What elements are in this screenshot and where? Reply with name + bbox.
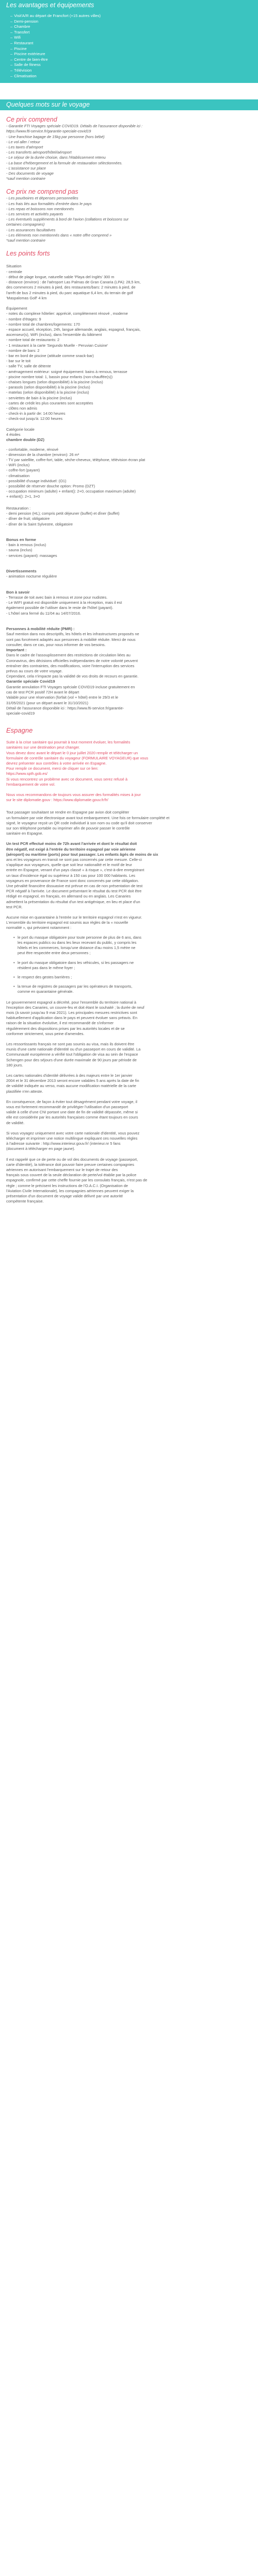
spain-text-line: Une pénalité financière dissuasive est prévue en cas de non présentation de test <box>6 884 143 889</box>
room-line: - possibilité de réserver douche option: Promo (DZT) <box>6 484 95 488</box>
spain-text-line: espagnole, confirmé par cette cheffe fournie par les consulats français, n'est pas de <box>6 1178 148 1183</box>
covid-guarantee-heading: Garantie spéciale Covid19 <box>6 679 55 684</box>
spain-title: Espagne <box>6 726 33 735</box>
price-excludes-line: - Les repas et boissons non mentionnés <box>6 206 74 211</box>
wellness-line: - sauna (inclus) <box>6 548 33 553</box>
equipment-line: - clôtes non admis <box>6 406 37 411</box>
spain-text-line: 2004 et le 31 décembre 2013 seront encore valables 5 ans après la date de fin <box>6 1078 139 1083</box>
equipment-line: - nombre total de chambres/logements: 170 <box>6 321 80 327</box>
spain-text-line: Les cartes nationales d'identité délivrées à des majeurs entre le 1er janvier <box>6 1073 133 1078</box>
spain-text-line: (document à télécharger en page jaune). <box>6 1146 75 1151</box>
spain-alert-line: sanitaires sur une destination peut changer. <box>6 745 80 750</box>
spain-text-line: régulièrement des dispositions prises par les autorités locales et de se <box>6 1026 125 1031</box>
price-includes-line: - L'assistance sur place <box>6 165 46 171</box>
covid-guarantee-line: speciale-covid19 <box>6 710 35 716</box>
spain-rules-list <box>6 935 252 995</box>
wellness-heading: Bonus en forme <box>6 537 36 542</box>
good-to-know-line: également possible de l'utiliser dans le reste de l'hôtel (payant). <box>6 605 114 611</box>
reduced-mobility-line: Sauf mention dans nos descriptifs, les hôtels et les infrastructures proposés ne <box>6 632 139 637</box>
spain-text-line: français sous couvert de la seule déclaration de perte/vol établie par la police <box>6 1173 137 1178</box>
bullet-dot-icon: • <box>13 984 15 989</box>
bullet-dot-icon: • <box>13 935 15 940</box>
wellness-line: - services (payant): massages <box>6 553 57 558</box>
advantage-item: – Demi-pension <box>10 19 252 25</box>
advantage-item: – Transfert <box>10 30 252 36</box>
spain-text-line: rédigé en espagnol, en français, en allemand ou en anglais. Les Canaries <box>6 894 131 899</box>
price-excludes-line: - Les éventuels suppléments à bord de l'avion (collations et boissons sur <box>6 217 129 222</box>
price-includes-line: - Les taxes d'aéroport <box>6 144 43 149</box>
highlights-content <box>0 258 258 716</box>
spain-text-line: conformer strictement, sous peine d'amendes. <box>6 1031 85 1036</box>
equipment-line: - espace accueil, réception, 24h, langue allemande, anglais, espagnol, français, <box>6 327 141 332</box>
spain-text-line: de validité. <box>6 1120 25 1125</box>
price-excludes-line: - Les services et activités payants <box>6 211 63 216</box>
equipment-line: - nombre de bars: 2 <box>6 348 40 353</box>
situation-line: des commerces 2 minutes à pied, des restaurants/bars: 2 minutes à pied, de <box>6 285 136 290</box>
spain-rule-line: hôtels et les commerces, lorsqu'une distance d'au moins 1,5 mètre ne <box>18 945 136 951</box>
reduced-mobility-line: consulter, dans ce cas, pour nous informer de vos besoins. <box>6 642 106 647</box>
advantage-item: – Centre de bien-être <box>10 57 252 63</box>
good-to-know-line: - L'hôtel sera fermé du 11/04 au 14/07/2016. <box>6 611 82 616</box>
price-excludes-line: - Les frais liés aux formalités d'entrée dans le pays <box>6 201 92 206</box>
room-heading: chambre double (DZ) <box>6 437 44 443</box>
spain-text-line: signé, le voyageur reçoit un QR code individuel à son nom ou code qu'il doit conserver <box>6 820 152 825</box>
price-excludes-line: - Les assurances facultatives <box>6 227 56 232</box>
equipment-line: - check-in à partir de: 14:00 heures <box>6 411 66 416</box>
important-line: Dans le cadre de l'assouplissement des restrictions de circulation liées au <box>6 653 131 658</box>
spain-alert-line: https://www.spth.gob.es/ <box>6 771 48 776</box>
category-value: 4 étoiles <box>6 432 21 437</box>
price-excludes-line: - Les pourboires et dépenses personnelles <box>6 196 78 201</box>
good-to-know-line: - Le WIFI gratuit est disponible uniquement à la réception, mais il est <box>6 600 122 605</box>
good-to-know-line: - Terrasse de toit avec bain à remous et zone pour nudistes. <box>6 595 108 600</box>
spain-text-line: PCR négatif à l'arrivée. Le document présentant le résultat du test PCR doit être <box>6 889 142 894</box>
covid-guarantee-line: 31/05/2021 (pour un départ avant le 31/10/2021) <box>6 700 89 705</box>
spain-alert-line: Pour remplir ce document, merci de cliquer sur ce lien: <box>6 766 99 771</box>
spain-rule-line: le port du masque obligatoire dans les véhicules, si les passagers ne • <box>13 960 134 965</box>
spain-text-line: 180 jours. <box>6 1062 23 1067</box>
spain-text-line: présentation d'un document de voyage valide délivré par une autorité <box>6 1194 123 1199</box>
spain-text-line: Schengen pour des séjours d'une durée maximale de 90 jours par période de <box>6 1057 137 1062</box>
equipment-line: - serviettes de bain à la piscine (inclus) <box>6 395 72 400</box>
room-line: - TV par satellite, coffre-fort, table, sèche-cheveux, téléphone, télévision écran plat <box>6 457 146 462</box>
spain-rule-line: le port du masque obligatoire pour toute personne de plus de 6 ans, dans • <box>13 935 141 940</box>
dining-line: - dîner de fruit; obligatoire <box>6 516 50 521</box>
entertainment-line: - animation nocturne régulière <box>6 574 57 579</box>
price-excludes-title: Ce prix ne comprend pas <box>6 188 78 196</box>
situation-line: - centrale <box>6 269 22 274</box>
trip-info-title: Quelques mots sur le voyage <box>0 99 258 110</box>
situation-heading: Situation <box>6 264 22 269</box>
equipment-line: - salle TV, salle de détente <box>6 364 51 369</box>
price-includes-line: - La base d'hébergement et la formule de restauration sélectionnées. <box>6 160 123 165</box>
advantage-item: – Restaurant <box>10 41 252 46</box>
spain-rule-line: la tenue de registres de passagers par les opérateurs de transports, • <box>13 984 133 989</box>
spain-rule-line: peut être respectée entre deux personnes ; <box>18 951 91 956</box>
advantage-item: – Climatisation <box>10 74 252 79</box>
price-excludes-line: - Les éléments non mentionnés dans « notre offre comprend » <box>6 232 112 238</box>
reduced-mobility-heading: Personnes à mobilité réduite (PMR) : <box>6 626 75 631</box>
spain-text-line: elle est considérée par les autorités françaises comme étant toujours en cours <box>6 1115 138 1120</box>
advantages-list <box>0 11 258 83</box>
covid-guarantee-line: Détail de l'assurance disponible ici : https://www.fti-service.fr/garantie- <box>6 705 124 710</box>
room-line: - confortable, moderne, rénové <box>6 447 59 452</box>
equipment-line: - matelas (selon disponibilité) à la piscine (inclus) <box>6 390 89 395</box>
dining-heading: Restauration : <box>6 505 31 511</box>
spain-text-line: Un test PCR effectué moins de 72h avant l'arrivée et dont le résultat doit <box>6 841 137 846</box>
important-line: entraîner des contraintes, des modifications, voire l'interruption des services <box>6 663 135 668</box>
price-excludes-line: certaines compagnies) <box>6 222 45 227</box>
page <box>0 0 258 1204</box>
category-heading: Catégorie locale <box>6 427 35 432</box>
equipment-line: - chaises longues (selon disponibilité) à la piscine (inclus) <box>6 380 103 385</box>
price-includes-line: - Des documents de voyage <box>6 171 54 176</box>
good-to-know-heading: Bon à savoir <box>6 589 30 595</box>
spain-text-line: carte d'identité), la tolérance doit pouvoir faire preuve certaines compagnies <box>6 1162 134 1167</box>
room-line: - coffre-fort (payant) <box>6 468 40 473</box>
spain-text-line: entrée en Espagne, venant d'un pays classé « à risque », c'est-à-dire enregistrant <box>6 868 144 873</box>
covid-guarantee-line: Garantie annulation FTI Voyages spéciale COVID19 incluse gratuitement en <box>6 684 135 689</box>
bullet-dot-icon: • <box>13 960 15 965</box>
spain-text-line: aériennes en autorisant l'embarquement sur le trajet de retour des <box>6 1167 118 1172</box>
highlights-title: Les points forts <box>6 250 50 258</box>
spain-alert-line: sur le site diplomatie.gouv : https://www.diplomatie.gouv.fr/fr/ <box>6 798 108 803</box>
spain-text-line: raison de la situation évolutive, il est recommandé de s'informer <box>6 1021 114 1026</box>
bullet-dot-icon: • <box>13 974 15 979</box>
equipment-line: - 1 restaurant à la carte 'Segundo Muelle - Peruvian Cuisine' <box>6 343 108 348</box>
spain-text-line: à l'adresse suivante : http://www.interieur.gouv.fr/ (interieur.nr 5 fans <box>6 1141 121 1146</box>
equipment-line: - nombre d'étages: 9 <box>6 316 41 321</box>
advantage-item: – Visit'A/R au départ de Francfort (+15 autres villes) <box>10 13 252 19</box>
equipment-line: - aménagement extérieur: soigné équipement: bains à remous, terrasse <box>6 369 127 374</box>
advantage-item: – Piscine <box>10 46 252 52</box>
equipment-line: - notes du complexe hôtelier: apprécié, complètement rénové , moderne <box>6 311 128 316</box>
spain-text-line: télécharger et imprimer une notice multilingue expliquant ces nouvelles règles <box>6 1136 138 1141</box>
spain-rule-line: comme en quarantaine générale. <box>18 989 74 994</box>
spain-text-line: Tout passager souhaitant se rendre en Espagne par avion doit compléter <box>6 810 130 815</box>
important-line: Cependant, cela n'impacte pas la validité de vos droits de recours en garantie. <box>6 674 139 679</box>
covid-guarantee-line: Valable pour une réservation (forfait (vol + hôtel) entre le 29/3 et le <box>6 695 118 700</box>
dining-line: - dîner de la Saint Sylvestre, obligatoire <box>6 521 73 527</box>
situation-line: 'Maspalomas Golf' 4 km <box>6 295 47 300</box>
spain-text-line: L'ensemble du territoire espagnol est soumis aux règles de la « nouvelle <box>6 920 128 925</box>
advantage-item: – Wifi <box>10 35 252 41</box>
room-line: - climatisation <box>6 473 30 478</box>
spain-text-line: En conséquence, de façon à éviter tout désagrément pendant votre voyage, il <box>6 1099 137 1104</box>
spain-rule-line: le respect des gestes barrières ; • <box>13 974 72 979</box>
advantages-title: Les avantages et équipements <box>0 0 258 11</box>
spain-text-line: munis d'une carte nationale d'identité ou d'un passeport en cours de validité. La <box>6 1047 141 1052</box>
spain-text-line: sur son téléphone portable ou imprimer afin de pouvoir passer le contrôle <box>6 826 130 831</box>
room-line: - occupation minimum (adulte) + enfant(): 2+0, occupation maximum (adulte) <box>6 489 136 494</box>
spain-text-line: ans et les voyageurs en transit ne sont pas concernés par cette mesure. Celle-ci <box>6 857 142 862</box>
advantage-item: – Télévision <box>10 68 252 74</box>
spain-alert-line: Suite à la crise sanitaire qui pourrait à tout moment évoluer, les formalités <box>6 740 131 745</box>
spain-text-line: plastifiée n'en atteste. <box>6 1089 43 1094</box>
price-includes-line: - Les transferts aéroport/hôtel/aéroport <box>6 150 72 155</box>
price-includes-line: - Le séjour de la durée choisie, dans l'établissement retenu <box>6 155 106 160</box>
price-includes-title: Ce prix comprend <box>6 116 57 124</box>
room-line: - WiFi (inclus) <box>6 463 30 468</box>
spain-rule-line: résident pas dans le même foyer ; <box>18 965 75 970</box>
spain-alert-line: l'embarquement de votre vol. <box>6 782 56 787</box>
room-line: + enfant(): 2+1, 3+0 <box>6 494 40 499</box>
spain-text-line: admettent la présentation du résultat d'un test antigénique, en lieu et place d'un <box>6 899 140 904</box>
spain-text-line: s'applique aux voyageurs, quelle que soit leur nationalité et le motif de leur <box>6 862 132 868</box>
spain-text-line: Si vous voyagez uniquement avec votre carte nationale d'identité, vous pouvez <box>6 1130 140 1136</box>
spain-text-line: Il est rappelé que ce de perte ou de vol des documents de voyage (passeport, <box>6 1157 138 1162</box>
equipment-line: - piscine nombre total: 1, bassin pour enfants (non-chauffée(s)) <box>6 374 113 379</box>
advantages-panel <box>0 0 258 83</box>
spain-text-line: normalité », qui prévoient notamment : <box>6 925 72 930</box>
spain-alert-line: Nous vous recommandons de toujours vous assurer des formalités mises à jour <box>6 792 141 798</box>
equipment-line: - nombre total de restaurants: 2 <box>6 337 60 343</box>
equipment-line: - check-out jusqu'à: 12:00 heures <box>6 416 63 421</box>
spain-text-line: voyageurs en provenance de France sont donc concernés par cette obligation. <box>6 878 139 883</box>
spain-text-line: être négatif, est exigé à l'entrée du territoire espagnol par voie aérienne <box>6 846 136 852</box>
spain-text-line: Communauté européenne a vérifié tout l'obligation de visa au sein de l'espace <box>6 1052 138 1057</box>
advantage-item: – Salle de fitness <box>10 62 252 68</box>
covid-guarantee-line: cas de test PCR positif 72H avant le départ <box>6 690 79 695</box>
spain-rule-line: les espaces publics ou dans les lieux recevant du public, y compris les <box>18 940 137 945</box>
spain-text-line: valide à celle d'une CNI portant une date de fin de validité dépassée, même si <box>6 1110 138 1115</box>
equipment-heading: Équipement <box>6 306 27 311</box>
price-excludes-line: *sauf mention contraire <box>6 238 45 243</box>
spain-content <box>0 735 258 1204</box>
entertainment-heading: Divertissements <box>6 568 37 573</box>
spain-alert-line: formulaire de contrôle sanitaire du voyageur (FORMULAIRE VOYAGEUR) que vous <box>6 755 149 760</box>
equipment-line: - bar sur le toit <box>6 359 31 364</box>
spain-text-line: mois (à savoir jusqu'au 9 mai 2021). Les principales mesures restrictives sont <box>6 1010 137 1015</box>
advantage-item: – Piscine extérieure <box>10 52 252 57</box>
price-includes-line: - Le vol aller / retour <box>6 139 40 144</box>
spain-text-line: sanitaire en Espagne. <box>6 831 43 836</box>
equipment-line: - bar en bord de piscine (attitude comme snack-bar) <box>6 353 94 359</box>
equipment-line: - parasols (selon disponibilité) à la piscine (inclus) <box>6 385 90 390</box>
spain-text-line: compétente française. <box>6 1199 44 1204</box>
spain-text-line: l'exception des Canaries, un couvre-feu et doit étant le souhaité ; la durée de neuf <box>6 1005 144 1010</box>
situation-line: - distance (environ) : de l'aéroport Las Palmas de Gran Canaria (LPA): 28,5 km, <box>6 280 141 285</box>
situation-line: l'arrêt de bus 2 minutes à pied, du parc aquatique 6,4 km, du terrain de golf <box>6 290 133 295</box>
spain-alert-line: Vous devez donc avant le départ le 0 jour juillet 2020 remplir et télécharger un <box>6 750 138 755</box>
room-line: - possibilité d'usage individuel: (O1) <box>6 478 67 483</box>
price-includes-line: - Garantie FTI Voyages spéciale COVID19. Détails de l'assurance disponible ici : <box>6 124 143 129</box>
price-includes-line: - Une franchise bagage de 15kg par personne (hors bébé) <box>6 134 105 139</box>
spain-text-line: Aucune mise en quarantaine à l'entrée sur le territoire espagnol n'est en vigueur. <box>6 915 142 920</box>
spain-text-line: habituellement d'application dans le pays et peuvent évoluer sans préavis. En <box>6 1015 138 1021</box>
spain-text-line: Le gouvernement espagnol a décrété, pour l'ensemble du territoire national à <box>6 999 137 1005</box>
price-includes-line: https://www.fti-service.fr/garantie-speciale-covid19 <box>6 129 91 134</box>
room-line: - dimension de la chambre (environ): 26 m² <box>6 452 79 457</box>
equipment-line: - cartes de crédit les plus courantes sont acceptées <box>6 400 93 405</box>
spain-text-line: un taux d'incidence égal ou supérieur à 150 cas pour 100 000 habitants. Les <box>6 873 135 878</box>
spain-text-line: de validité indiquée au verso, mais aucune modification matérielle de la carte <box>6 1083 136 1089</box>
spain-text-line: vous est fortement recommandé de privilégier l'utilisation d'un passeport <box>6 1104 128 1109</box>
price-includes-list <box>0 124 258 181</box>
dining-line: - demi pension (HL); compris petit déjeuner (buffet) et dîner (buffet) <box>6 511 120 516</box>
spain-text-line: Les ressortissants français ne sont pas soumis au visa, mais ils doivent être <box>6 1041 135 1046</box>
situation-line: - début de plage longue, naturelle sable 'Playa del Inglés' 300 m <box>6 274 115 279</box>
important-line: Coronavirus, des décisions officielles indépendantes de notre volonté peuvent <box>6 658 138 663</box>
price-includes-line: *sauf mention contraire <box>6 176 45 181</box>
spain-alert-line: devrez présenter aux contrôles à votre arrivée en Espagne. <box>6 761 107 766</box>
equipment-line: ascenseur(s), WiFi (inclus), dans l'ensemble du bâtiment <box>6 332 102 337</box>
wellness-line: - bain à remous (inclus) <box>6 543 46 548</box>
important-line: prévus au cours de votre voyage. <box>6 669 63 674</box>
important-heading: Important : <box>6 647 27 652</box>
spain-text-line: l'Aviation Civile Internationale), les compagnies aériennes peuvent exiger la <box>6 1188 134 1193</box>
spain-text-line: règle ; comme le précisent les instructions de l'O.A.C.I. (Organisation de <box>6 1183 128 1188</box>
spain-alert-line: Si vous rencontrez un problème avec ce document, vous serez refusé à <box>6 776 127 782</box>
advantage-item: – Chambre <box>10 24 252 30</box>
reduced-mobility-line: sont pas forcément adaptés aux personnes à mobilité réduite. Merci de nous <box>6 637 136 642</box>
spain-text-line: un formulaire par voie électronique avant tout embarquement. Une fois ce formulaire complété et <box>6 815 170 820</box>
price-excludes-list <box>0 196 258 243</box>
spain-text-line: test PCR. <box>6 904 23 909</box>
spain-text-line: (aéroport) ou maritime (ports) pour tout passager. Les enfants âgés de moins de six <box>6 852 158 857</box>
